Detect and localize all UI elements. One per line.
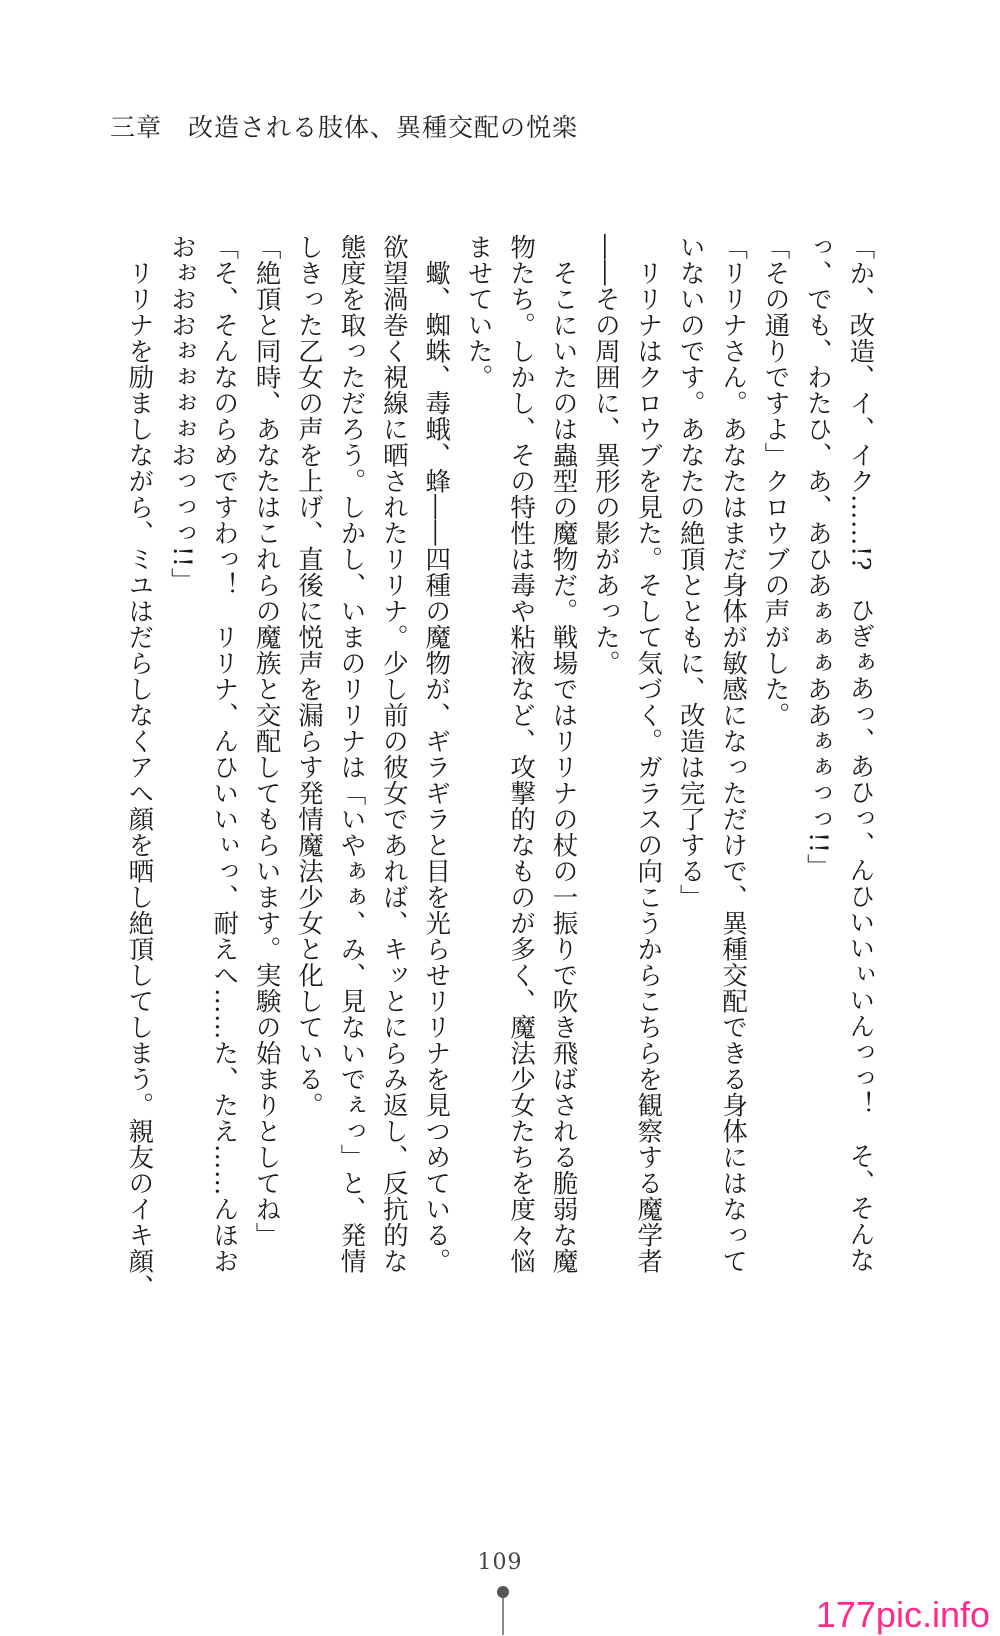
watermark: 177pic.info bbox=[815, 1594, 990, 1635]
text-line: リリナはクロウブを見た。そして気づく。ガラスの向こうからこちらを観察する魔学者 bbox=[633, 234, 664, 1274]
page-marker-rule bbox=[502, 1598, 504, 1635]
page-marker-dot bbox=[497, 1586, 509, 1598]
text-line: 物たち。しかし、その特性は毒や粘液など、攻撃的なものが多く、魔法少女たちを度々悩 bbox=[506, 234, 537, 1274]
text-line: 「その通りですよ」クロウブの声がした。 bbox=[760, 234, 791, 728]
text-line: おぉおおぉぉぉぉおっっっ!!」 bbox=[166, 234, 197, 594]
text-line: 「そ、そんなのらめですわっ！ リリナ、んひいいぃっ、耐えへ……た、たえ……んほお bbox=[209, 234, 240, 1274]
text-line: そこにいたのは蟲型の魔物だ。戦場ではリリナの杖の一振りで吹き飛ばされる脆弱な魔 bbox=[548, 234, 579, 1274]
text-line: 蠍、蜘蛛、毒蛾、蜂――四種の魔物が、ギラギラと目を光らせリリナを見つめている。 bbox=[421, 234, 452, 1274]
text-line: 欲望渦巻く視線に晒されたリリナ。少し前の彼女であれば、キッとにらみ返し、反抗的な bbox=[378, 234, 409, 1274]
running-head: 三章 改造される肢体、異種交配の悦楽 bbox=[110, 113, 579, 142]
text-line: リリナを励ましながら、ミユはだらしなくアへ顔を晒し絶頂してしまう。親友のイキ顔、 bbox=[124, 234, 155, 1300]
text-line: 「絶頂と同時、あなたはこれらの魔族と交配してもらいます。実験の始まりとしてね」 bbox=[251, 234, 282, 1248]
text-line: しきった乙女の声を上げ、直後に悦声を漏らす発情魔法少女と化している。 bbox=[294, 234, 325, 1118]
text-line: っ、でも、わたひ、あ、あひあぁぁぁああぁぁっっ!!」 bbox=[802, 234, 833, 880]
body-text bbox=[118, 234, 876, 1346]
text-line: いないのです。あなたの絶頂とともに、改造は完了する」 bbox=[675, 234, 706, 910]
page-number: 109 bbox=[477, 1550, 523, 1575]
text-line: ――その周囲に、異形の影があった。 bbox=[590, 234, 621, 676]
text-line: ませていた。 bbox=[463, 234, 494, 390]
text-columns bbox=[118, 234, 881, 1346]
text-line: 「リリナさん。あなたはまだ身体が敏感になっただけで、異種交配できる身体にはなって bbox=[718, 234, 749, 1274]
text-line: 態度を取っただろう。しかし、いまのリリナは「いやぁぁ、み、見ないでぇっ」と、発情 bbox=[336, 234, 367, 1274]
text-line: 「か、改造、イ、イク……!? ひぎぁあっ、あひっ、んひいいぃいんっっ！ そ、そんな bbox=[845, 234, 876, 1273]
